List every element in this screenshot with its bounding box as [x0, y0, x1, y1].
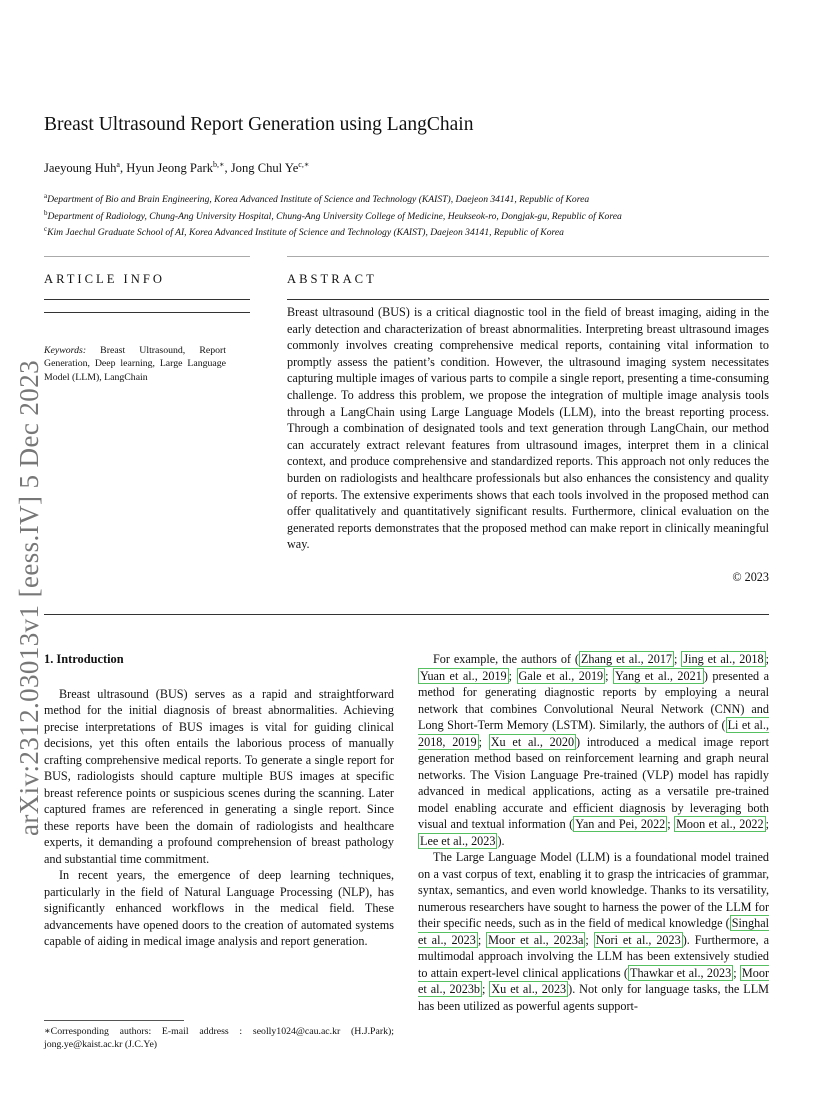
citation-link[interactable]: Yan and Pei, 2022 [575, 817, 666, 831]
article-info-heading: ARTICLE INFO [44, 272, 165, 286]
paragraph-text: ; [667, 817, 675, 831]
paragraph-text: ; [605, 668, 614, 683]
intro-paragraph-1: Breast ultrasound (BUS) serves as a rapid and straightforward method for the initial diagnosis of breast abnormalities. Achieving precise interpretations of BUS images is vital for guiding clinical decisions, yet this often entails the laborious process of manually crafting comprehensive medical reports. To generate a single report for BUS, radiologists should capture multiple BUS images at specific breast reference points or suspicious scenes during the scanning. Later captured frames are referenced in generating a single report. Since these reports have been the domain of radiologists and healthcare experts, it demanding a profound comprehension of breast pathology and substantial time commitment. [44, 686, 394, 866]
affiliation-mark: b [44, 208, 48, 217]
divider [44, 256, 250, 257]
affiliation-text: Kim Jaechul Graduate School of AI, Korea Advanced Institute of Science and Technology (KAIST), Daejeon 34141, Republic of Korea [47, 227, 564, 239]
citation-link[interactable]: Xu et al., 2023 [491, 982, 567, 996]
divider [44, 614, 769, 615]
citation-link[interactable]: Gale et al., 2019 [518, 668, 604, 683]
citation-link[interactable]: Lee et al., 2023 [420, 833, 496, 848]
author-affiliation-mark: a [116, 160, 120, 169]
paragraph-text: ; [765, 652, 769, 666]
author-list [44, 160, 309, 176]
paragraph-text: ; [674, 652, 682, 666]
paragraph-text: ) introduced a medical image report generation method based on reinforcement learning and graph neural networks. The Vision Language Pre-trained (VLP) model has rapidly advanced in medical applications, acting as a versatile pre-trained model enabling accurate and efficient diagnosis by leveraging both visual and textual information ( [418, 734, 769, 831]
paper-title: Breast Ultrasound Report Generation using LangChain [44, 114, 474, 135]
author-name: Jong Chul Ye [230, 161, 299, 176]
keywords-label: Keywords: [44, 345, 87, 356]
divider [287, 299, 769, 300]
citation-link[interactable]: Xu et al., 2020 [490, 734, 575, 749]
left-column [44, 651, 394, 950]
footnote: ∗Corresponding authors: E-mail address : seolly1024@cau.ac.kr (H.J.Park); jong.ye@kaist.ac.kr (J.C.Ye) [44, 1026, 394, 1050]
divider [44, 299, 250, 300]
paragraph-text: The Large Language Model (LLM) is a foundational model trained on a vast corpus of text, enabling it to grasp the intricacies of grammar, syntax, semantics, and even world knowledge. Thanks to its versatility, numerous researchers have sought to harness the power of the LLM for their specific needs, such as in the field of medical knowledge ( [418, 850, 769, 930]
citation-link[interactable]: Moon et al., 2022 [676, 817, 764, 831]
author-affiliation-mark: b,∗ [213, 160, 225, 169]
author-separator: , [119, 161, 127, 176]
citation-link[interactable]: Nori et al., 2023 [595, 932, 681, 947]
paragraph-text: ). Not only for language tasks, the LLM has been utilized as powerful agents support- [418, 982, 769, 1013]
divider [287, 256, 769, 257]
divider [44, 312, 250, 313]
intro-paragraph-2: In recent years, the emergence of deep learning techniques, particularly in the field of Natural Language Processing (NLP), has significantly enhanced workflows in the medical field. These advancements have opened doors to the creation of automated systems capable of aiding in medical image analysis and report generation. [44, 868, 394, 948]
author-name: Hyun Jeong Park [126, 161, 214, 176]
citation-link[interactable]: Moor et al., 2023b [418, 965, 770, 996]
keywords-text: Breast Ultrasound, Report Generation, Deep learning, Large Language Model (LLM), LangChain [44, 345, 226, 383]
citation-link[interactable]: Yuan et al., 2019 [420, 668, 507, 683]
affiliation-mark: a [44, 192, 48, 200]
paragraph-text: ; [508, 668, 517, 683]
paragraph-text: ; [733, 965, 740, 980]
author-separator: , [224, 161, 231, 176]
paragraph-related-work [418, 651, 769, 849]
author-name: Jaeyoung Huh [44, 161, 117, 176]
affiliation-line [44, 190, 622, 207]
paragraph-text: ). [497, 833, 505, 848]
abstract-text: Breast ultrasound (BUS) is a critical diagnostic tool in the field of breast imaging, aiding in the early detection and characterization of breast abnormalities. Interpreting breast ultrasound images commonly involves creating comprehensive medical reports, containing vital information to promptly assess the patient’s condition. However, the ultrasound imaging system necessitates capturing multiple images of various parts to compile a single report, presenting a time-consuming challenge. To address this problem, we propose the integration of multiple image analysis tools through a LangChain using Large Language Models (LLM), into the breast reporting process. Through a combination of designated tools and text generation through LangChain, our method can accurately extract relevant features from ultrasound images, interpret them in a clinical context, and produce comprehensive and standardized reports. This approach not only reduces the burden on radiologists and healthcare professionals but also enhances the consistency and quality of reports. The extensive experiments shows that each tools involved in the proposed method can offer qualitatively and quantitatively significant results. Furthermore, clinical evaluation on the generated reports demonstrates that the proposed method can make report in clinically meaningful way. [287, 305, 769, 552]
affiliation-line [44, 223, 622, 240]
arxiv-stamp: arXiv:2312.03013v1 [eess.IV] 5 Dec 2023 [14, 360, 44, 836]
paragraph-text: ; [478, 734, 489, 749]
paragraph-text: ). Furthermore, a multimodal approach involving the LLM has been extensively studied to attain expert-level clinical applications ( [418, 932, 769, 980]
keywords [44, 344, 226, 384]
abstract-heading: ABSTRACT [287, 272, 377, 286]
author-affiliation-mark: c,∗ [298, 160, 310, 169]
paragraph-text: ) presented a method for generating diagnostic reports by employing a neural network that combines Convolutional Neural Network (CNN) and Long Short-Term Memory (LSTM). Similarly, the authors of ( [418, 668, 769, 732]
affiliation-text: Department of Bio and Brain Engineering, Korea Advanced Institute of Science and Technology (KAIST), Daejeon 34141, Republic of Korea [47, 194, 590, 206]
paragraph-text: ; [585, 932, 594, 947]
section-heading-introduction: 1. Introduction [44, 652, 124, 666]
citation-link[interactable]: Yang et al., 2021 [615, 668, 702, 683]
citation-link[interactable]: Singhal et al., 2023 [418, 916, 769, 947]
paragraph-text: ; [482, 982, 490, 996]
affiliation-mark: c [44, 225, 48, 234]
paragraph-text: ; [765, 817, 769, 831]
footnote-rule [44, 1020, 184, 1021]
citation-link[interactable]: Li et al., 2018, 2019 [418, 718, 769, 749]
paragraph-text: For example, the authors of ( [433, 652, 579, 666]
citation-link[interactable]: Thawkar et al., 2023 [630, 965, 732, 980]
affiliation-text: Department of Radiology, Chung-Ang University Hospital, Chung-Ang University College of Medicine, Heukseok-ro, Dongjak-gu, Republic of Korea [47, 210, 622, 222]
citation-link[interactable]: Jing et al., 2018 [683, 652, 764, 666]
right-column [418, 651, 769, 1014]
paragraph-text: ; [477, 932, 487, 947]
citation-link[interactable]: Zhang et al., 2017 [580, 652, 673, 666]
copyright: © 2023 [732, 570, 769, 584]
paragraph-llm [418, 849, 769, 1014]
citation-link[interactable]: Moor et al., 2023a [488, 932, 584, 947]
affiliation-line [44, 207, 622, 224]
affiliations [44, 190, 622, 240]
